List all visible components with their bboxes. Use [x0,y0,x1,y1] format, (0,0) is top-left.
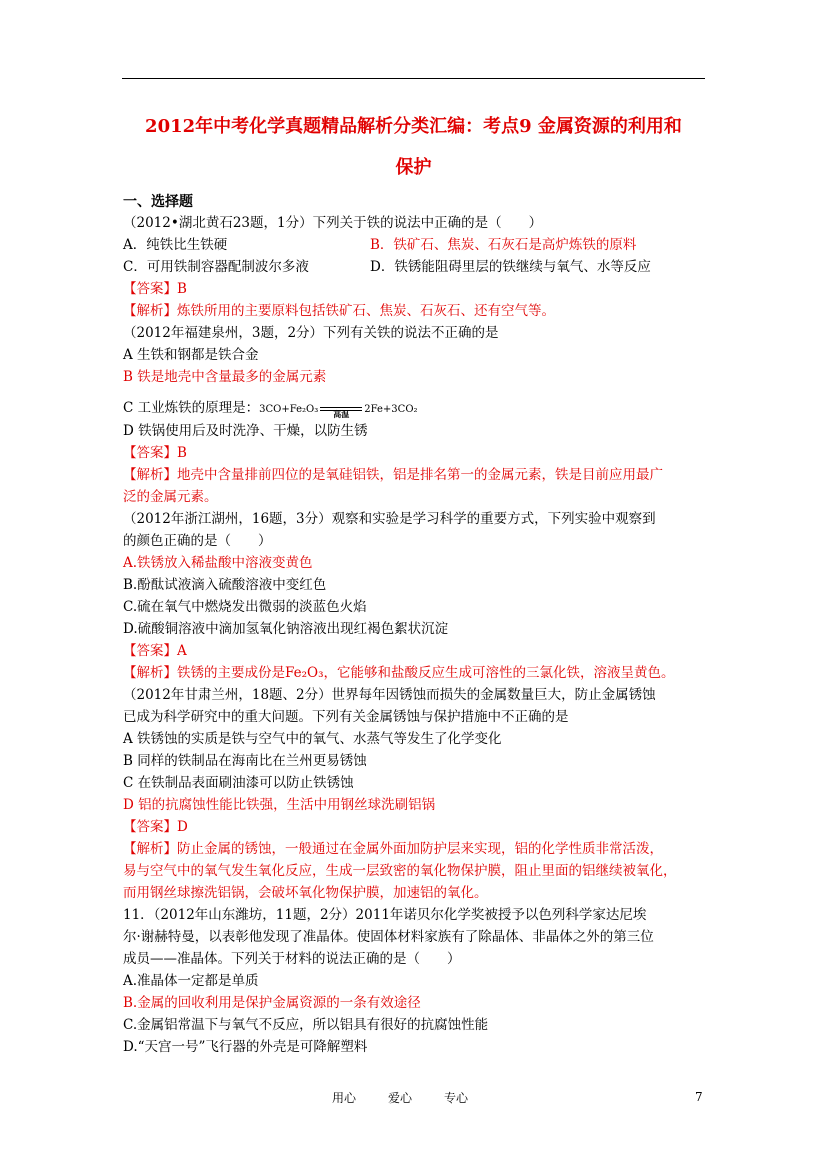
q2-analysis-line2: 泛的金属元素。 [123,489,218,505]
footer-word-3: 专心 [444,1091,469,1105]
q2-option-c [123,388,713,420]
q1-option-d: D．铁锈能阻碍里层的铁继续与氧气、水等反应 [370,259,651,275]
page-title-line1: 2012年中考化学真题精品解析分类汇编：考点9 金属资源的利用和 [145,116,682,137]
q4-option-c: C 在铁制品表面刷油漆可以防止铁锈蚀 [123,775,354,791]
q3-answer: 【答案】A [123,643,187,659]
q1-option-c: C．可用铁制容器配制波尔多液 [123,259,309,275]
page-title-line2: 保护 [395,157,432,178]
q4-stem-line2: 已成为科学研究中的重大问题。下列有关金属锈蚀与保护措施中不正确的是 [123,709,569,725]
q5-option-d: D.“天宫一号”飞行器的外壳是可降解塑料 [123,1039,368,1055]
q4-option-d: D 铝的抗腐蚀性能比铁强，生活中用钢丝球洗刷铝锅 [123,797,436,813]
q5-stem-line2: 尔·谢赫特曼，以表彰他发现了准晶体。使固体材料家族有了除晶体、非晶体之外的第三位 [123,929,654,945]
document-body [123,212,713,1058]
q2-option-a: A 生铁和钢都是铁合金 [123,347,259,363]
q4-option-a: A 铁锈蚀的实质是铁与空气中的氧气、水蒸气等发生了化学变化 [123,731,502,747]
q5-stem-line1: 11．（2012年山东潍坊，11题，2分）2011年诺贝尔化学奖被授予以色列科学家达尼埃 [123,907,647,923]
q5-stem-line3: 成员——准晶体。下列关于材料的说法正确的是（ ） [123,951,461,967]
q1-option-a: A．纯铁比生铁硬 [123,237,228,253]
footer-word-2: 爱心 [388,1091,413,1105]
q2-analysis-line1: 【解析】地壳中含量排前四位的是氧硅铝铁，铝是排名第一的金属元素，铁是目前应用最广 [123,467,663,483]
q2-option-d: D 铁锅使用后及时洗净、干燥，以防生锈 [123,423,368,439]
q1-analysis: 【解析】炼铁所用的主要原料包括铁矿石、焦炭、石灰石、还有空气等。 [123,303,555,319]
q4-analysis-line3: 而用钢丝球擦洗铝锅，会破坏氧化物保护膜，加速铝的氧化。 [123,885,488,901]
section-heading: 一、选择题 [123,194,193,210]
q3-stem-line2: 的颜色正确的是（ ） [123,533,272,549]
q2-answer: 【答案】B [123,445,187,461]
q2-option-c-prefix: C 工业炼铁的原理是： [123,400,260,416]
equal-sign-line [320,410,362,411]
q3-option-a: A.铁锈放入稀盐酸中溶液变黄色 [123,555,313,571]
q1-option-b: B．铁矿石、焦炭、石灰石是高炉炼铁的原料 [370,237,637,253]
q4-option-b: B 同样的铁制品在海南比在兰州更易锈蚀 [123,753,367,769]
q5-option-c: C.金属铝常温下与氧气不反应，所以铝具有很好的抗腐蚀性能 [123,1017,489,1033]
footer-word-1: 用心 [332,1091,357,1105]
q5-option-b: B.金属的回收利用是保护金属资源的一条有效途径 [123,995,421,1011]
q5-option-a: A.准晶体一定都是单质 [123,973,259,989]
q1-options-ab [123,234,713,256]
q4-analysis-line1: 【解析】防止金属的锈蚀，一般通过在金属外面加防护层来实现，铝的化学性质非常活泼， [123,841,663,857]
header-rule [122,78,705,79]
q4-stem-line1: （2012年甘肃兰州，18题、2分）世界每年因锈蚀而损失的金属数量巨大，防止金属锈蚀 [123,687,656,703]
formula-reactants: 3CO+Fe₂O₃ [259,404,319,415]
q1-answer: 【答案】B [123,281,187,297]
q3-option-b: B.酚酞试液滴入硫酸溶液中变红色 [123,577,327,593]
reaction-condition [320,404,362,419]
q3-analysis: 【解析】铁锈的主要成份是Fe₂O₃，它能够和盐酸反应生成可溶性的三氯化铁，溶液呈黄色。 [123,665,675,681]
q4-answer: 【答案】D [123,819,188,835]
q4-analysis-line2: 易与空气中的氧气发生氧化反应，生成一层致密的氧化物保护膜，阻止里面的铝继续被氧化， [123,863,677,879]
q1-stem: （2012•湖北黄石23题，1分）下列关于铁的说法中正确的是（ ） [123,215,543,231]
q3-stem-line1: （2012年浙江湖州，16题，3分）观察和实验是学习科学的重要方式，下列实验中观察到 [123,511,656,527]
equal-sign-line [320,407,362,408]
q3-option-c: C.硫在氧气中燃烧发出微弱的淡蓝色火焰 [123,599,367,615]
formula-products: 2Fe+3CO₂ [364,404,418,415]
q2-option-b: B 铁是地壳中含量最多的金属元素 [123,369,327,385]
q2-stem: （2012年福建泉州，3题，2分）下列有关铁的说法不正确的是 [123,325,499,341]
q3-option-d: D.硫酸铜溶液中滴加氢氧化钠溶液出现红褐色絮状沉淀 [123,621,449,637]
page-number: 7 [695,1090,703,1104]
q1-options-cd [123,256,713,278]
reaction-condition-text: 高温 [333,408,350,419]
